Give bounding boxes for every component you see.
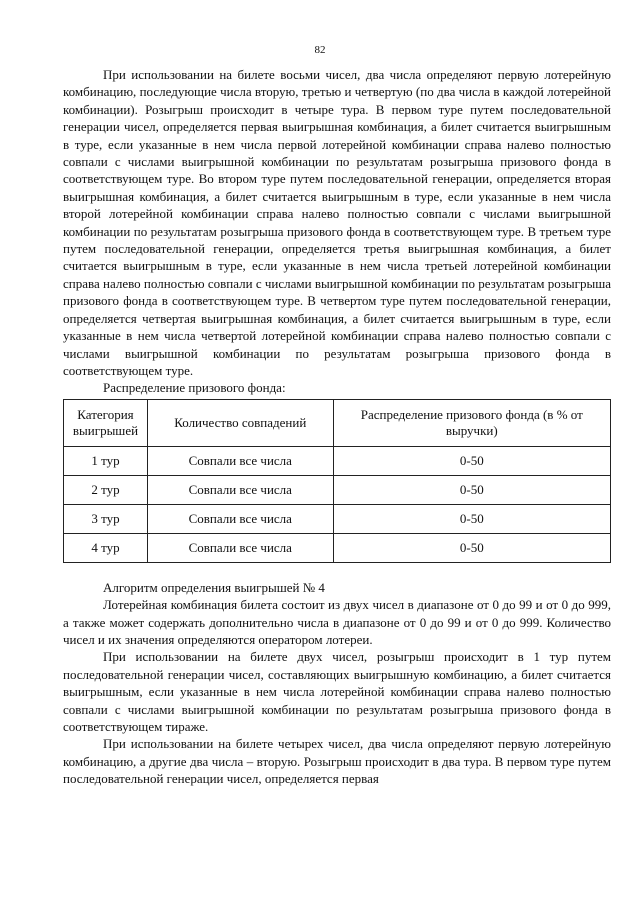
cell-category: 1 тур	[64, 446, 148, 475]
table-row	[64, 446, 611, 475]
table-caption: Распределение призового фонда:	[103, 380, 286, 396]
cell-matches: Совпали все числа	[147, 475, 333, 504]
cell-matches: Совпали все числа	[147, 533, 333, 562]
cell-distribution: 0-50	[333, 446, 610, 475]
paragraph-two-numbers: При использовании на билете двух чисел, розыгрыш происходит в 1 тур путем последовательной генерации чисел, составляющих выигрышную комбинацию, а билет считается выигрышным, если указанные в нем числа лотерейной комбинации справа налево полностью совпали с числами выигрышной комбинации по результатам розыгрыша призового фонда в соответствующем тираже.	[63, 649, 611, 734]
header-matches: Количество совпадений	[147, 399, 333, 446]
cell-category: 2 тур	[64, 475, 148, 504]
table-row	[64, 533, 611, 562]
prize-distribution-table	[63, 399, 611, 563]
cell-category: 4 тур	[64, 533, 148, 562]
cell-matches: Совпали все числа	[147, 504, 333, 533]
cell-distribution: 0-50	[333, 533, 610, 562]
document-body	[63, 66, 611, 788]
paragraph-combination: Лотерейная комбинация билета состоит из двух чисел в диапазоне от 0 до 99 и от 0 до 999, а также может содержать дополнительно числа в диапазоне от 0 до 99 и от 0 до 999. Количество чисел и их значения определяются оператором лотереи.	[63, 597, 611, 647]
algorithm-heading: Алгоритм определения выигрышей № 4	[103, 579, 325, 595]
table-row	[64, 504, 611, 533]
cell-distribution: 0-50	[333, 475, 610, 504]
cell-matches: Совпали все числа	[147, 446, 333, 475]
paragraph-four-numbers: При использовании на билете четырех чисел, два числа определяют первую лотерейную комбинацию, а другие два числа – вторую. Розыгрыш происходит в два тура. В первом туре путем последовательной генерации чисел, определяется первая	[63, 736, 611, 787]
cell-distribution: 0-50	[333, 504, 610, 533]
table-row	[64, 475, 611, 504]
header-category: Категория выигрышей	[64, 399, 148, 446]
paragraph-eight-numbers: При использовании на билете восьми чисел, два числа определяют первую лотерейную комбинацию, последующие числа вторую, третью и четвертую (по два числа в каждой лотерейной комбинации). Розыгрыш происходит в четыре тура. В первом туре путем последовательной генерации чисел, определяется первая выигрышная комбинация, а билет считается выигрышным в туре, если указанные в нем числа первой лотерейной комбинации справа налево полностью совпали с числами выигрышной комбинации по результатам розыгрыша призового фонда в соответствующем туре. Во втором туре путем последовательной генерации, определяется вторая выигрышная комбинация, а билет считается выигрышным в туре, если указанные в нем числа второй лотерейной комбинации справа налево полностью совпали с числами выигрышной комбинации по результатам розыгрыша призового фонда в соответствующем туре. В третьем туре путем последовательной генерации, определяется третья выигрышная комбинация, а билет считается выигрышным в туре, если указанные в нем числа третьей лотерейной комбинации справа налево полностью совпали с числами выигрышной комбинации по результатам розыгрыша призового фонда в соответствующем туре. В четвертом туре путем последовательной генерации, определяется четвертая выигрышная комбинация, а билет считается выигрышным в туре, если указанные в нем числа четвертой лотерейной комбинации справа налево полностью совпали с числами выигрышной комбинации по результатам розыгрыша призового фонда в соответствующем туре.	[63, 67, 611, 378]
table-header-row	[64, 399, 611, 446]
cell-category: 3 тур	[64, 504, 148, 533]
page-number: 82	[314, 44, 326, 56]
header-distribution: Распределение призового фонда (в % от выручки)	[333, 399, 610, 446]
